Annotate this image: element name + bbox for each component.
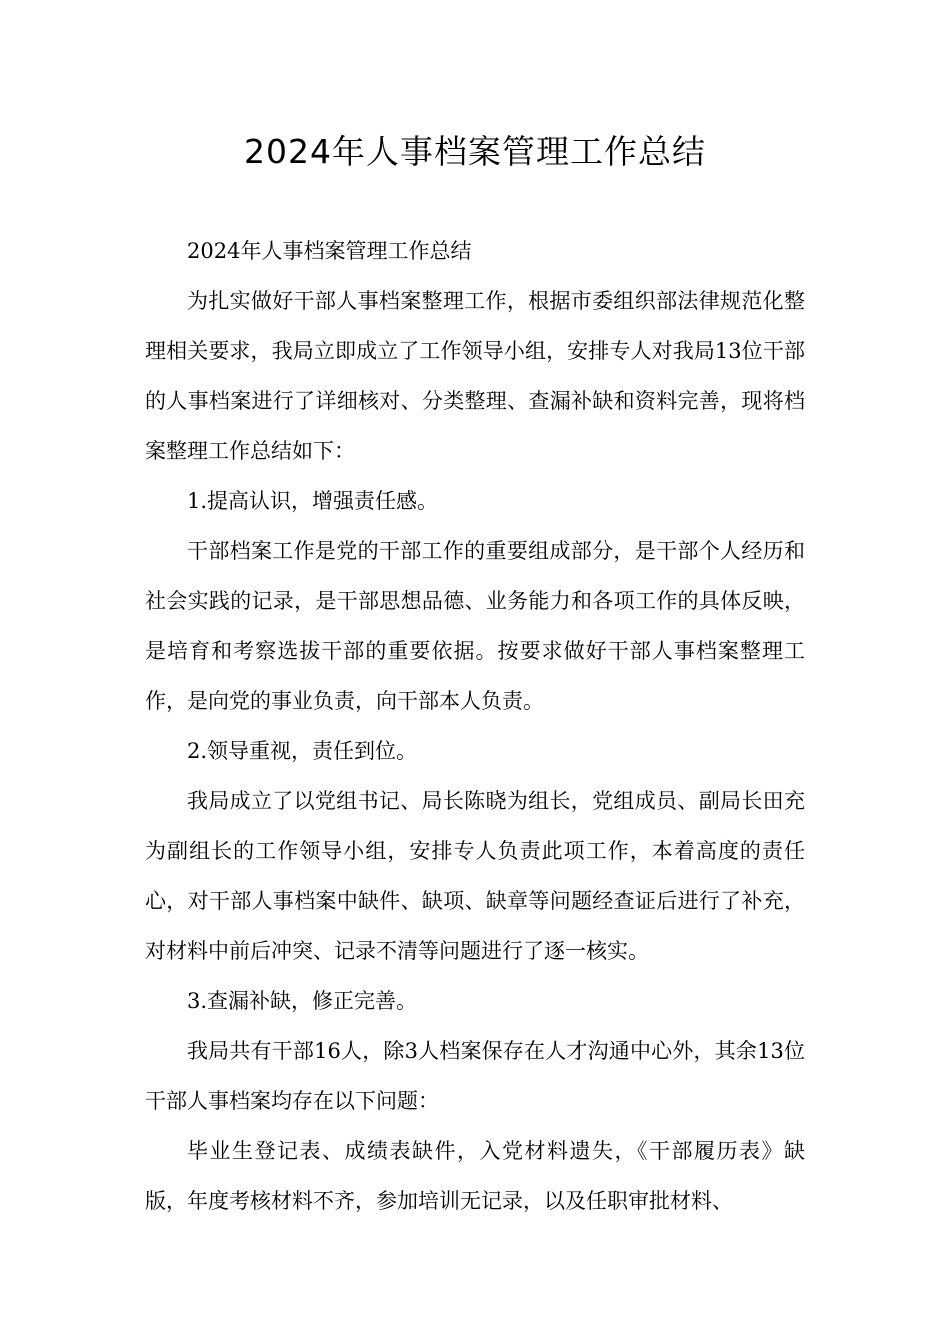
paragraph-section-1: 干部档案工作是党的干部工作的重要组成部分，是干部个人经历和社会实践的记录，是干部思想品德、业务能力和各项工作的具体反映，是培育和考察选拔干部的重要依据。按要求做好干部人事档案整理工作，是向党的事业负责，向干部本人负责。 (145, 539, 805, 713)
section-heading-1: 1.提高认识，增强责任感。 (187, 489, 439, 513)
document-title: 2024年人事档案管理工作总结 (244, 132, 706, 171)
paragraph-section-2: 我局成立了以党组书记、局长陈晓为组长，党组成员、副局长田充为副组长的工作领导小组，安排专人负责此项工作，本着高度的责任心，对干部人事档案中缺件、缺项、缺章等问题经查证后进行了补充，对材料中前后冲突、记录不清等问题进行了逐一核实。 (145, 789, 805, 963)
paragraph-section-3: 我局共有干部16人，除3人档案保存在人才沟通中心外，其余13位干部人事档案均存在以下问题： (145, 1039, 805, 1113)
section-heading-3: 3.查漏补缺，修正完善。 (187, 989, 418, 1013)
paragraph-problems: 毕业生登记表、成绩表缺件，入党材料遗失，《干部履历表》缺版，年度考核材料不齐，参加培训无记录，以及任职审批材料、 (145, 1139, 805, 1213)
section-heading-2: 2.领导重视，责任到位。 (187, 739, 418, 763)
document-body (145, 226, 805, 1226)
paragraph-subtitle: 2024年人事档案管理工作总结 (187, 239, 472, 263)
paragraph-intro: 为扎实做好干部人事档案整理工作，根据市委组织部法律规范化整理相关要求，我局立即成立了工作领导小组，安排专人对我局13位干部的人事档案进行了详细核对、分类整理、查漏补缺和资料完善，现将档案整理工作总结如下： (145, 289, 805, 463)
